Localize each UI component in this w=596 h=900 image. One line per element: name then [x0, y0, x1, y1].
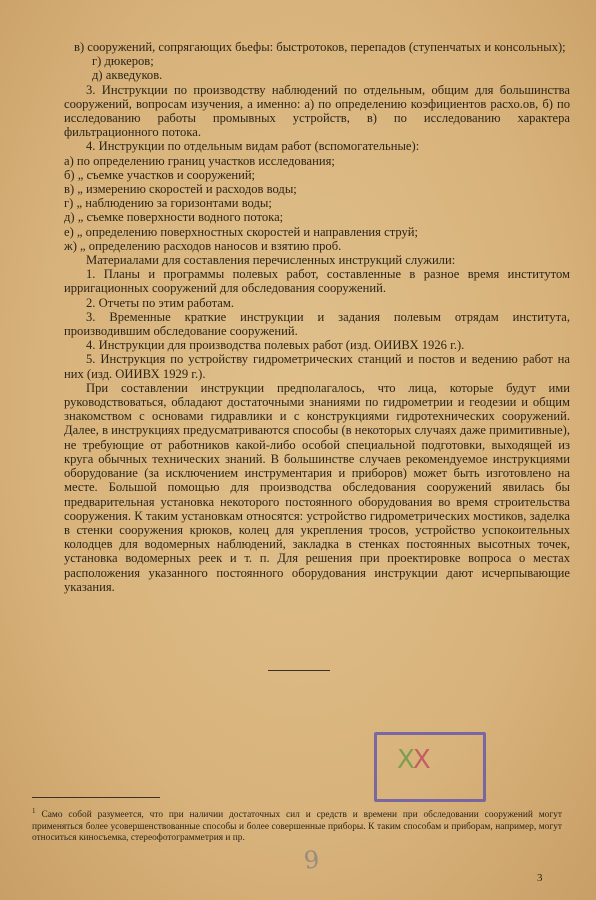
pencil-mark: 9 — [302, 845, 321, 875]
red-cross-mark: X — [412, 745, 429, 775]
body-text — [64, 40, 570, 594]
footnote-text: Само собой разумеется, что при наличии достаточных сил и средств и времени при обследовании сооружений могут применяться более усовершенствованные способы и более совершенные приборы. К таким способам и приборам, например, могут относиться киносъемка, стереофотограмметрия и пр. — [32, 810, 562, 844]
paragraph-item-v: в) сооружений, сопрягающих бьефы: быстротоков, перепадов (ступенчатых и консольных); — [74, 40, 566, 54]
list-item-b: б) „ съемке участков и сооружений; — [64, 167, 256, 182]
materials-heading: Материалами для составления перечисленных инструкций служили: — [86, 253, 456, 268]
list-item-e: е) „ определению поверхностных скоростей и направления струй; — [64, 224, 419, 239]
paragraph-point-4: 4. Инструкции по отдельным видам работ (вспомогательные): — [86, 139, 420, 154]
list-item-zh: ж) „ определению расходов наносов и взятию проб. — [64, 238, 342, 253]
paragraph-item-d: д) акведуков. — [92, 68, 163, 83]
stamp-cross-marks — [397, 745, 429, 775]
page-number: 3 — [537, 872, 543, 884]
paragraph-point-3: 3. Инструкции по производству наблюдений по отдельным, общим для большинства сооружений, вопросам изучения, а именно: а) по определению коэфициентов расхо.ов, б) по исследованию работы промывных устройств, в) по исследованию характера фильтрационного потока. — [64, 82, 570, 140]
material-item-2: 2. Отчеты по этим работам. — [86, 295, 234, 310]
material-item-4: 4. Инструкции для производства полевых работ (изд. ОИИВХ 1926 г.). — [86, 338, 465, 353]
list-item-g: г) „ наблюдению за горизонтами воды; — [64, 196, 272, 211]
material-item-3: 3. Временные краткие инструкции и задания полевым отрядам института, производившим обследование сооружений. — [64, 309, 570, 339]
footnote-rule — [32, 797, 160, 798]
material-item-5: 5. Инструкция по устройству гидрометрических станций и постов и ведению работ на них (изд. ОИИВХ 1929 г.). — [64, 352, 570, 381]
footnote-marker: 1 — [32, 807, 36, 815]
paragraph-item-g: г) дюкеров; — [92, 54, 154, 69]
green-cross-mark: X — [397, 745, 413, 775]
section-divider — [268, 670, 330, 671]
list-item-v: в) „ измерению скоростей и расходов воды; — [64, 182, 297, 197]
list-item-d: д) „ съемке поверхности водного потока; — [64, 210, 284, 225]
list-item-a: а) по определению границ участков исследования; — [64, 153, 335, 168]
ink-stamp — [374, 732, 486, 802]
footnote — [32, 806, 562, 845]
material-item-1: 1. Планы и программы полевых работ, составленные в разное время институтом ирригационных сооружений для обследования сооружений. — [64, 267, 570, 296]
closing-paragraph: При составлении инструкции предполагалось, что лица, которые будут ими руководствоваться, обладают достаточными знаниями по гидрометрии и геодезии и общим знакомством с основами гидравлики и с конструкциями гидротехнических сооружений. Далее, в инструкциях предусматриваются способы (в некоторых случаях даже примитивные), не требующие от работников какой-либо особой специальной подготовки, выходящей из круга обычных технических знаний. В большинстве случаев рекомендуемое инструкциями оборудование (за исключением инструментария и приборов) может быть изготовлено на месте. Большой помощью для производства обследования сооружений явилась бы предварительная установка некоторого постоянного оборудования во время строительства сооружения. К таким установкам относятся: устройство гидрометрических мостиков, заделка в стенки сооружения крюков, колец для укрепления тросов, устройство успокоительных колодцев для водомерных наблюдений, закладка в стенках постоянных высотных точек, установка водомерных реек и т. п. Для решения при проектировке вопроса о местах расположения указанного постоянного оборудования инструкции дают исчерпывающие указания. — [64, 380, 570, 594]
